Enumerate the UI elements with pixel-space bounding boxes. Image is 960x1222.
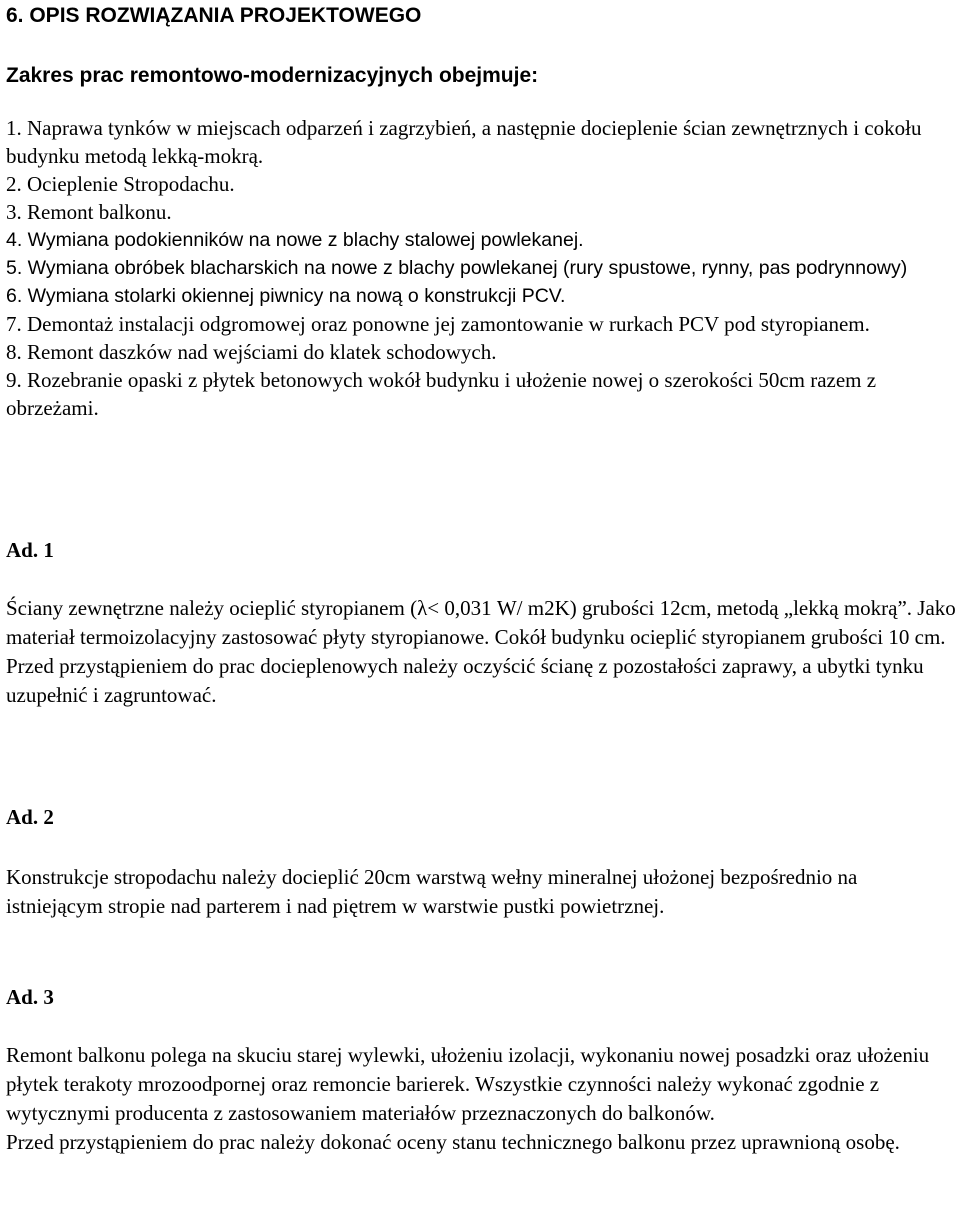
list-item: 9. Rozebranie opaski z płytek betonowych wokół budynku i ułożenie nowej o szerokości 50cm razem z obrzeżami. bbox=[6, 368, 877, 420]
ad1-paragraph: Ściany zewnętrzne należy ocieplić styropianem (λ< 0,031 W/ m2K) grubości 12cm, metodą „lekką mokrą”. Jako materiał termoizolacyjny zastosować płyty styropianowe. Cokół budynku ocieplić styropianem grubości 10 cm. Przed przystąpieniem do prac docieplenowych należy oczyścić ścianę z pozostałości zaprawy, a ubytki tynku uzupełnić i zagruntować. bbox=[6, 596, 956, 707]
list-item: 5. Wymiana obróbek blacharskich na nowe z blachy powlekanej (rury spustowe, rynny, pas podrynnowy) bbox=[6, 257, 908, 279]
ad2-paragraph: Konstrukcje stropodachu należy docieplić 20cm warstwą wełny mineralnej ułożonej bezpośrednio na istniejącym stropie nad parterem i nad piętrem w warstwie pustki powietrznej. bbox=[6, 865, 858, 918]
scope-heading: Zakres prac remontowo-modernizacyjnych obejmuje: bbox=[6, 64, 539, 87]
list-item: 7. Demontaż instalacji odgromowej oraz ponowne jej zamontowanie w rurkach PCV pod styropianem. bbox=[6, 312, 870, 336]
scope-list bbox=[6, 114, 956, 422]
ad1-heading: Ad. 1 bbox=[6, 538, 54, 562]
ad1-section bbox=[6, 594, 956, 710]
ad2-heading: Ad. 2 bbox=[6, 805, 54, 829]
ad3-paragraph-2: Przed przystąpieniem do prac należy dokonać oceny stanu technicznego balkonu przez uprawnioną osobę. bbox=[6, 1130, 900, 1154]
section-title: 6. OPIS ROZWIĄZANIA PROJEKTOWEGO bbox=[6, 4, 422, 27]
list-item: 2. Ocieplenie Stropodachu. bbox=[6, 172, 235, 196]
ad3-section bbox=[6, 1041, 956, 1157]
ad3-paragraph-1: Remont balkonu polega na skuciu starej wylewki, ułożeniu izolacji, wykonaniu nowej posadzki oraz ułożeniu płytek terakoty mrozoodpornej oraz remoncie barierek. Wszystkie czynności należy wykonać zgodnie z wytycznymi producenta z zastosowaniem materiałów przeznaczonych do balkonów. bbox=[6, 1043, 930, 1125]
list-item: 3. Remont balkonu. bbox=[6, 200, 172, 224]
ad3-heading: Ad. 3 bbox=[6, 985, 54, 1009]
list-item: 4. Wymiana podokienników na nowe z blachy stalowej powlekanej. bbox=[6, 229, 584, 251]
list-item: 6. Wymiana stolarki okiennej piwnicy na nową o konstrukcji PCV. bbox=[6, 285, 566, 307]
list-item: 1. Naprawa tynków w miejscach odparzeń i zagrzybień, a następnie docieplenie ścian zewnętrznych i cokołu budynku metodą lekką-mokrą. bbox=[6, 116, 922, 168]
list-item: 8. Remont daszków nad wejściami do klatek schodowych. bbox=[6, 340, 497, 364]
ad2-section bbox=[6, 863, 956, 921]
